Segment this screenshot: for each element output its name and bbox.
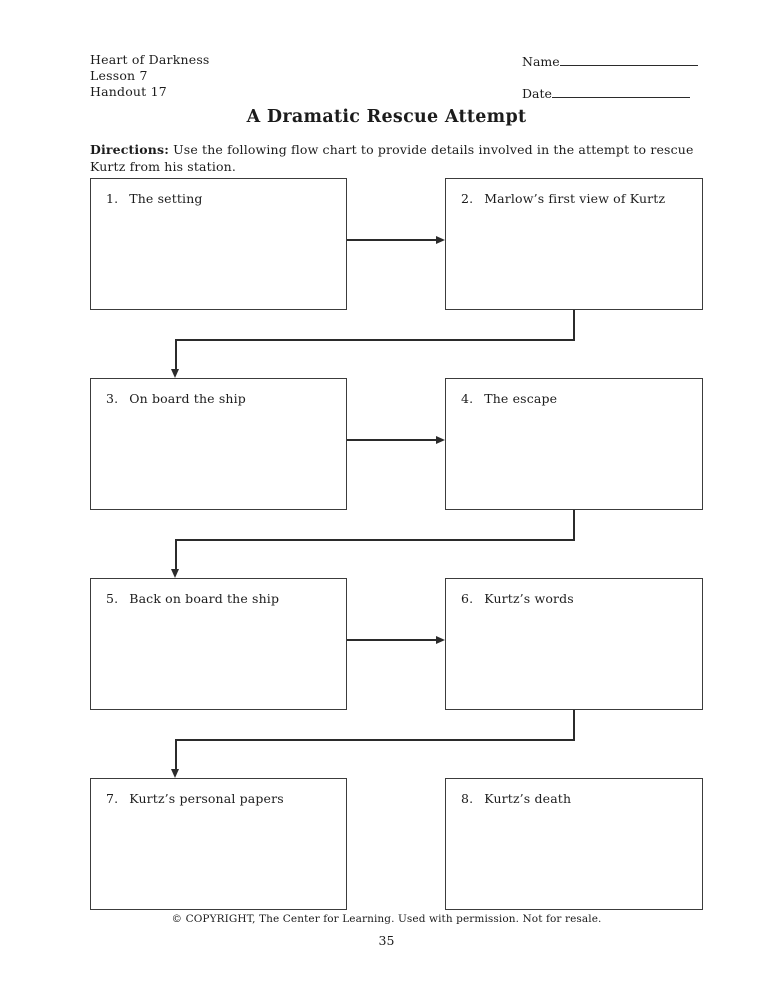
arrow-right-line-row1 — [347, 239, 436, 241]
page-number: 35 — [378, 933, 395, 948]
flow-box-label: On board the ship — [129, 391, 246, 406]
flow-box-number: 4. — [461, 391, 474, 406]
date-row — [522, 86, 690, 102]
arrow-down-head-icon — [171, 769, 179, 778]
flow-box-number: 3. — [106, 391, 119, 406]
flow-box-6-kurtzs-words — [445, 578, 703, 710]
connector-2-across-segment — [175, 539, 575, 541]
flow-box-number: 7. — [106, 791, 119, 806]
flow-box-label: Back on board the ship — [129, 591, 280, 606]
arrow-right-head-icon — [436, 636, 445, 644]
flow-box-7-kurtzs-personal-papers — [90, 778, 347, 910]
directions-paragraph — [90, 142, 710, 175]
arrow-down-head-icon — [171, 369, 179, 378]
arrow-down-head-icon — [171, 569, 179, 578]
flow-box-8-kurtzs-death — [445, 778, 703, 910]
name-blank-line — [560, 54, 698, 66]
flow-box-3-on-board-the-ship — [90, 378, 347, 510]
copyright-notice: © COPYRIGHT, The Center for Learning. Used with permission. Not for resale. — [171, 913, 602, 925]
flow-box-number: 6. — [461, 591, 474, 606]
header-line-book: Heart of Darkness — [90, 52, 210, 67]
flow-box-label: Marlow’s first view of Kurtz — [484, 191, 666, 206]
flow-box-label: The setting — [129, 191, 203, 206]
flow-box-label: Kurtz’s words — [484, 591, 574, 606]
connector-2-down-segment — [573, 510, 575, 540]
arrow-right-line-row2 — [347, 439, 436, 441]
flow-box-label: The escape — [484, 391, 558, 406]
name-row — [522, 54, 698, 70]
directions-text: Use the following flow chart to provide details involved in the attempt to rescue Kurtz from his station. — [90, 142, 694, 174]
connector-1-drop-segment — [175, 340, 177, 370]
connector-2-drop-segment — [175, 540, 177, 570]
connector-3-down-segment — [573, 710, 575, 740]
header-line-handout: Handout 17 — [90, 84, 167, 99]
connector-1-across-segment — [175, 339, 575, 341]
connector-1-down-segment — [573, 310, 575, 340]
flow-box-number: 8. — [461, 791, 474, 806]
connector-3-drop-segment — [175, 740, 177, 770]
directions-label: Directions: — [90, 142, 169, 157]
arrow-right-line-row3 — [347, 639, 436, 641]
flow-box-1-the-setting — [90, 178, 347, 310]
flow-box-4-the-escape — [445, 378, 703, 510]
flow-box-number: 5. — [106, 591, 119, 606]
flow-box-number: 1. — [106, 191, 119, 206]
arrow-right-head-icon — [436, 236, 445, 244]
header-line-lesson: Lesson 7 — [90, 68, 148, 83]
flow-box-label: Kurtz’s personal papers — [129, 791, 284, 806]
flow-box-2-marlows-first-view — [445, 178, 703, 310]
arrow-right-head-icon — [436, 436, 445, 444]
name-label: Name — [522, 54, 560, 69]
flow-box-5-back-on-board — [90, 578, 347, 710]
flow-box-label: Kurtz’s death — [484, 791, 572, 806]
date-label: Date — [522, 86, 552, 101]
flow-box-number: 2. — [461, 191, 474, 206]
connector-3-across-segment — [175, 739, 575, 741]
date-blank-line — [552, 86, 690, 98]
page-title: A Dramatic Rescue Attempt — [246, 107, 527, 127]
header-course-info — [90, 52, 210, 100]
